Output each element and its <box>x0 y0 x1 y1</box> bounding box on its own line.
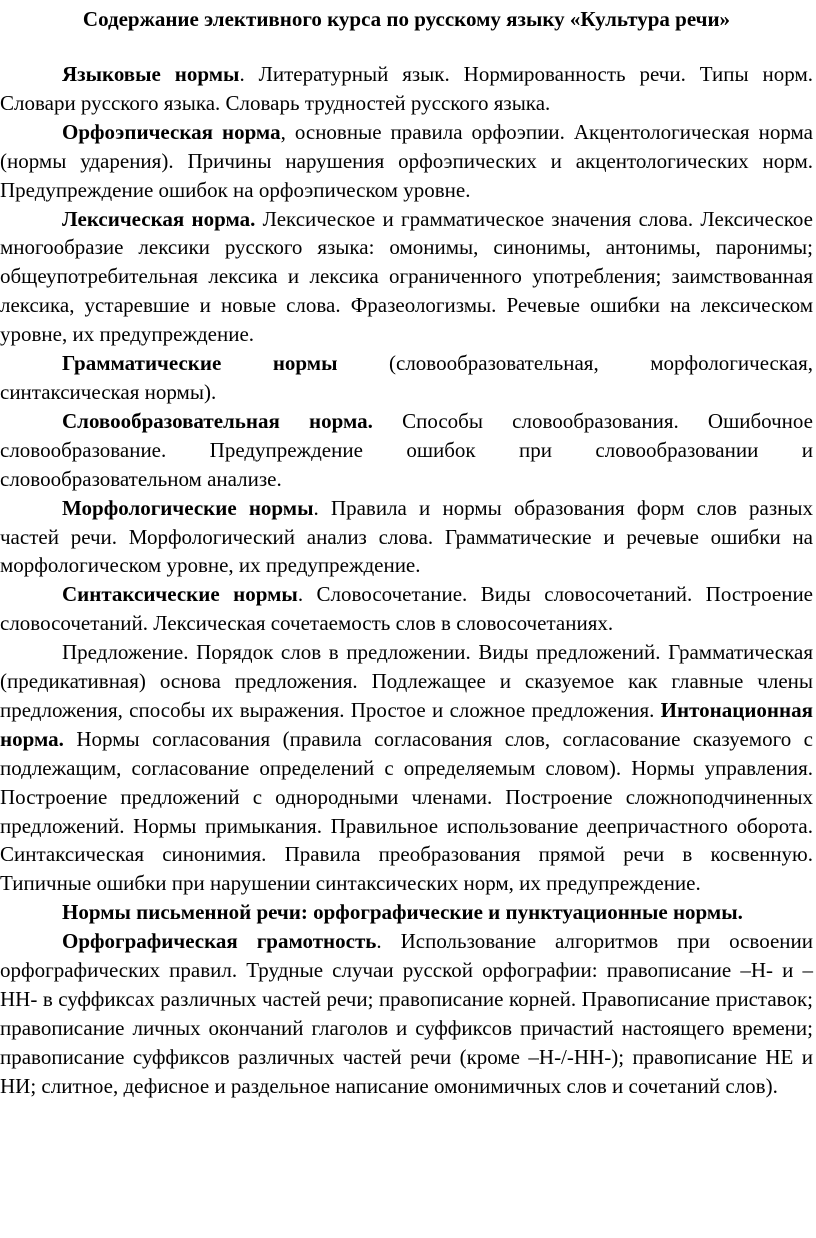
term-morphological-norms: Морфологические нормы <box>62 495 314 520</box>
paragraph-syntactic-norms <box>0 580 813 638</box>
paragraph-lexical-norm <box>0 205 813 350</box>
paragraph-language-norms <box>0 60 813 118</box>
paragraph-written-norms <box>0 898 813 927</box>
term-grammatical-norms: Грамматические нормы <box>62 351 338 376</box>
document-body <box>0 60 813 1101</box>
paragraph-sentence <box>0 638 813 898</box>
paragraph-text: Нормы согласования (правила согласования слов, согласование сказуемого с подлежащим, согласование определений с определяемым словом). Нормы управления. Построение предложений с однородными членами. Построение сложноподчиненных предложений. Нормы примыкания. Правильное использование деепричастного оборота. Синтаксическая синонимия. Правила преобразования прямой речи в косвенную. Типичные ошибки при нарушении синтаксических норм, их предупреждение. <box>0 726 813 896</box>
paragraph-text: Способы словообразования. Ошибочное словообразование. Предупреждение ошибок при словообразовании и словообразовательном анализе. <box>0 408 813 491</box>
paragraph-text: . Литературный язык. Нормированность речи. Типы норм. Словари русского языка. Словарь трудностей русского языка. <box>0 62 813 115</box>
term-intonation-norm: Интонационная норма. <box>0 697 813 751</box>
document-title: Содержание элективного курса по русскому языку «Культура речи» <box>82 7 731 31</box>
paragraph-text: (словообразовательная, морфологическая, синтаксическая нормы). <box>0 351 813 404</box>
paragraph-text: , основные правила орфоэпии. Акцентологическая норма (нормы ударения). Причины нарушения орфоэпических и акцентологических норм. Предупреждение ошибок на орфоэпическом уровне. <box>0 119 813 202</box>
paragraph-text: . Правила и нормы образования форм слов разных частей речи. Морфологический анализ слова. Грамматические и речевые ошибки на морфологическом уровне, их предупреждение. <box>0 495 813 578</box>
term-lexical-norm: Лексическая норма. <box>62 206 256 231</box>
term-language-norms: Языковые нормы <box>62 62 240 86</box>
term-word-formation-norm: Словообразовательная норма. <box>62 408 373 433</box>
term-orthoepic-norm: Орфоэпическая норма <box>62 119 281 144</box>
paragraph-grammatical-norms <box>0 349 813 407</box>
paragraph-text: . Словосочетание. Виды словосочетаний. Построение словосочетаний. Лексическая сочетаемость слов в словосочетаниях. <box>0 582 814 636</box>
paragraph-word-formation-norm <box>0 407 813 494</box>
paragraph-spelling-literacy <box>0 927 813 1100</box>
term-syntactic-norms: Синтаксические нормы <box>62 582 298 607</box>
term-written-norms: Нормы письменной речи: орфографические и пунктуационные нормы. <box>62 900 743 925</box>
paragraph-text: . Использование алгоритмов при освоении орфографических правил. Трудные случаи русской орфографии: правописание –Н- и –НН- в суффиксах различных частей речи; правописание корней. Правописание приставок; правописание личных окончаний глаголов и суффиксов причастий настоящего времени; правописание суффиксов различных частей речи (кроме –Н-/-НН-); правописание НЕ и НИ; слитное, дефисное и раздельное написание омонимичных слов и сочетаний слов). <box>0 929 814 1098</box>
paragraph-text-before: Предложение. Порядок слов в предложении. Виды предложений. Грамматическая (предикативная) основа предложения. Подлежащее и сказуемое как главные члены предложения, способы их выражения. Простое и сложное предложения. <box>0 640 813 722</box>
paragraph-text: Лексическое и грамматическое значения слова. Лексическое многообразие лексики русского языка: омонимы, синонимы, антонимы, паронимы; общеупотребительная лексика и лексика ограниченного употребления; заимствованная лексика, устаревшие и новые слова. Фразеологизмы. Речевые ошибки на лексическом уровне, их предупреждение. <box>0 206 813 347</box>
term-spelling-literacy: Орфографическая грамотность <box>62 929 377 954</box>
paragraph-morphological-norms <box>0 494 813 581</box>
paragraph-orthoepic-norm <box>0 118 813 205</box>
